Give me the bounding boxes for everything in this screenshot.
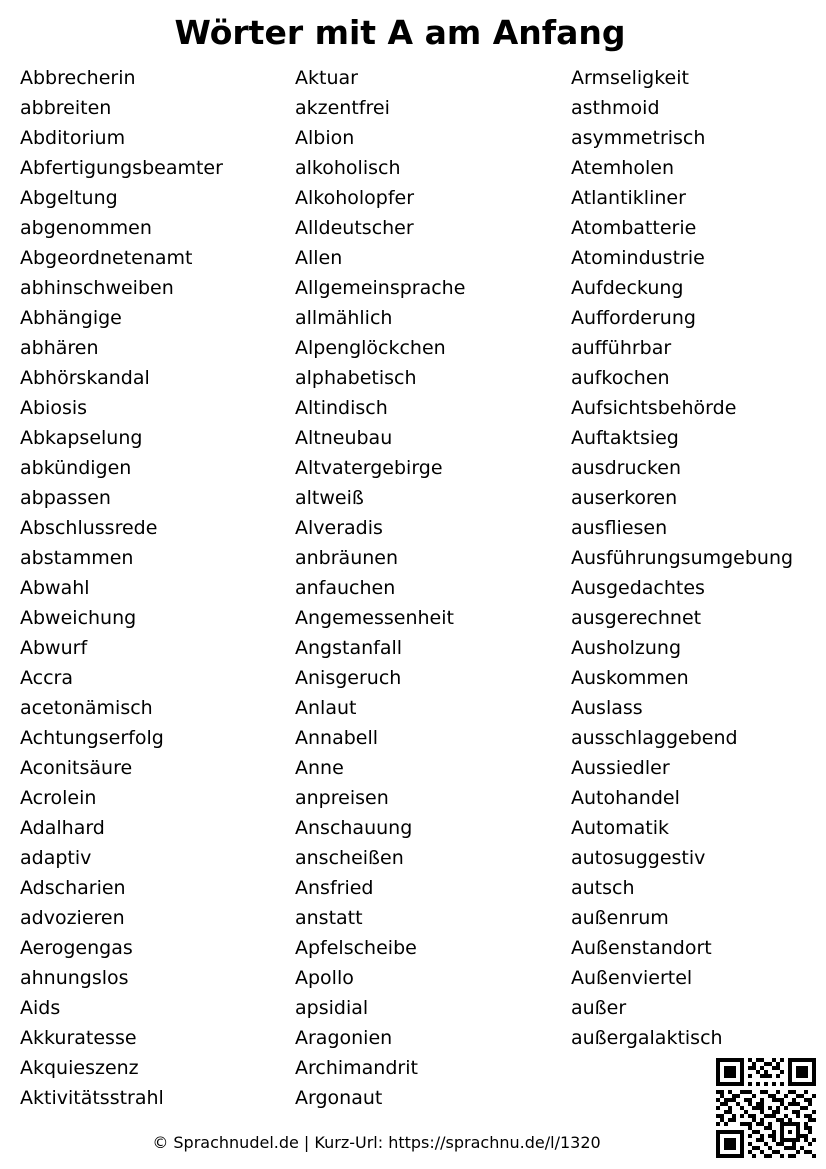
word-item: Akkuratesse <box>20 1027 137 1049</box>
word-column-2 <box>295 63 465 1113</box>
word-item: Abgeltung <box>20 187 118 209</box>
word-item: Anne <box>295 757 344 779</box>
word-item: Automatik <box>571 817 669 839</box>
word-item: aufführbar <box>571 337 672 359</box>
word-item: Abweichung <box>20 607 137 629</box>
word-item: Armseligkeit <box>571 67 689 89</box>
word-item: abhinschweiben <box>20 277 174 299</box>
word-item: Aufdeckung <box>571 277 684 299</box>
word-item: asymmetrisch <box>571 127 706 149</box>
word-item: ausdrucken <box>571 457 682 479</box>
word-item: ahnungslos <box>20 967 129 989</box>
word-item: alkoholisch <box>295 157 401 179</box>
word-item: Atombatterie <box>571 217 697 239</box>
word-item: Adalhard <box>20 817 105 839</box>
word-item: Accra <box>20 667 74 689</box>
word-item: acetonämisch <box>20 697 153 719</box>
word-item: alphabetisch <box>295 367 417 389</box>
word-item: Alveradis <box>295 517 383 539</box>
word-item: Ausholzung <box>571 637 682 659</box>
word-item: Abhörskandal <box>20 367 150 389</box>
word-item: anbräunen <box>295 547 399 569</box>
word-item: abhären <box>20 337 99 359</box>
word-item: anpreisen <box>295 787 389 809</box>
word-item: Ansfried <box>295 877 374 899</box>
word-item: Anlaut <box>295 697 357 719</box>
word-item: Apfelscheibe <box>295 937 417 959</box>
word-item: Abgeordnetenamt <box>20 247 193 269</box>
word-item: außergalaktisch <box>571 1027 723 1049</box>
word-item: Abhängige <box>20 307 122 329</box>
word-item: ausfliesen <box>571 517 668 539</box>
page-title: Wörter mit A am Anfang <box>174 13 626 52</box>
word-item: Atomindustrie <box>571 247 705 269</box>
word-item: Albion <box>295 127 355 149</box>
word-item: Aufforderung <box>571 307 696 329</box>
word-item: Abiosis <box>20 397 88 419</box>
word-item: Auftaktsieg <box>571 427 679 449</box>
word-item: altweiß <box>295 487 364 509</box>
word-item: abstammen <box>20 547 134 569</box>
word-item: Abwurf <box>20 637 88 659</box>
word-item: apsidial <box>295 997 369 1019</box>
word-item: Annabell <box>295 727 379 749</box>
word-item: auserkoren <box>571 487 678 509</box>
word-item: ausschlaggebend <box>571 727 738 749</box>
word-item: Auslass <box>571 697 643 719</box>
word-item: Außenviertel <box>571 967 693 989</box>
word-item: Anschauung <box>295 817 413 839</box>
word-item: Argonaut <box>295 1087 383 1109</box>
word-item: Angstanfall <box>295 637 403 659</box>
word-item: Alpenglöckchen <box>295 337 446 359</box>
word-item: Adscharien <box>20 877 126 899</box>
word-item: adaptiv <box>20 847 92 869</box>
word-item: Außenstandort <box>571 937 712 959</box>
word-column-3 <box>571 63 793 1053</box>
word-item: aufkochen <box>571 367 670 389</box>
word-column-1 <box>20 63 223 1113</box>
word-item: Aerogengas <box>20 937 133 959</box>
word-item: Ausführungsumgebung <box>571 547 794 569</box>
word-item: anstatt <box>295 907 363 929</box>
word-item: Aids <box>20 997 61 1019</box>
word-item: abkündigen <box>20 457 132 479</box>
word-item: Aussiedler <box>571 757 670 779</box>
word-item: abpassen <box>20 487 111 509</box>
footer-copyright: © Sprachnudel.de | Kurz-Url: https://sprachnu.de/l/1320 <box>152 1133 601 1152</box>
word-item: Auskommen <box>571 667 689 689</box>
word-item: asthmoid <box>571 97 660 119</box>
word-item: Aktuar <box>295 67 358 89</box>
word-item: ausgerechnet <box>571 607 702 629</box>
word-item: Allen <box>295 247 343 269</box>
word-item: Anisgeruch <box>295 667 402 689</box>
word-item: anfauchen <box>295 577 396 599</box>
word-item: autsch <box>571 877 635 899</box>
word-item: Abbrecherin <box>20 67 136 89</box>
word-item: Atemholen <box>571 157 674 179</box>
word-item: Alldeutscher <box>295 217 414 239</box>
word-item: Atlantikliner <box>571 187 686 209</box>
word-item: Abschlussrede <box>20 517 158 539</box>
word-item: Aragonien <box>295 1027 393 1049</box>
word-item: Abfertigungsbeamter <box>20 157 223 179</box>
word-item: Archimandrit <box>295 1057 418 1079</box>
word-item: Altvatergebirge <box>295 457 443 479</box>
word-item: Allgemeinsprache <box>295 277 466 299</box>
word-item: Abwahl <box>20 577 90 599</box>
word-item: advozieren <box>20 907 125 929</box>
word-item: Aconitsäure <box>20 757 133 779</box>
word-item: Aktivitätsstrahl <box>20 1087 164 1109</box>
word-item: Alkoholopfer <box>295 187 415 209</box>
word-item: Acrolein <box>20 787 97 809</box>
word-item: akzentfrei <box>295 97 390 119</box>
word-item: außenrum <box>571 907 669 929</box>
word-item: Altindisch <box>295 397 388 419</box>
word-item: Autohandel <box>571 787 680 809</box>
word-item: Achtungserfolg <box>20 727 164 749</box>
word-item: abbreiten <box>20 97 112 119</box>
word-item: Akquieszenz <box>20 1057 139 1079</box>
word-item: Aufsichtsbehörde <box>571 397 737 419</box>
word-item: Ausgedachtes <box>571 577 705 599</box>
word-item: anscheißen <box>295 847 404 869</box>
word-item: Altneubau <box>295 427 393 449</box>
word-item: Abkapselung <box>20 427 143 449</box>
word-item: allmählich <box>295 307 393 329</box>
qr-code-icon <box>716 1058 816 1158</box>
word-item: Abditorium <box>20 127 126 149</box>
word-item: außer <box>571 997 627 1019</box>
word-item: Angemessenheit <box>295 607 454 629</box>
word-item: autosuggestiv <box>571 847 706 869</box>
word-item: abgenommen <box>20 217 152 239</box>
word-item: Apollo <box>295 967 354 989</box>
